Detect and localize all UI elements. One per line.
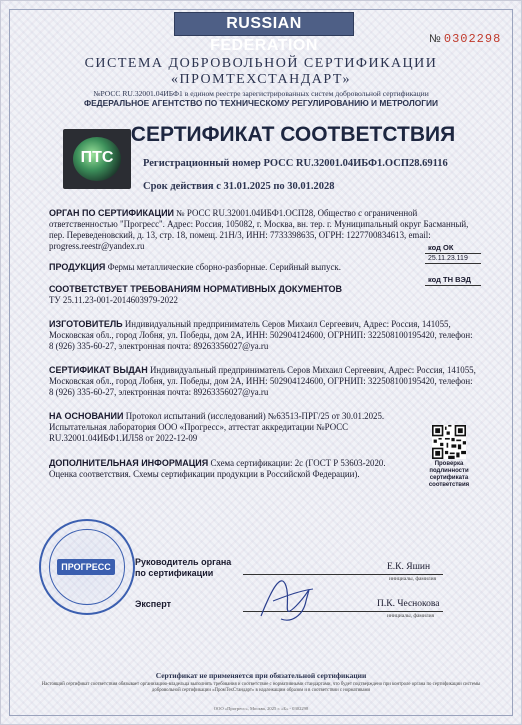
requirements-text: ТУ 25.11.23-001-2014603979-2022 (49, 295, 178, 305)
organ-label: ОРГАН ПО СЕРТИФИКАЦИИ (49, 208, 175, 218)
head-signature-label: Руководитель органа по сертификации (135, 557, 232, 578)
country-banner: RUSSIAN FEDERATION (174, 12, 354, 36)
registration-number: Регистрационный номер РОСС RU.32001.04ИБФ1.ОСП28.69116 (143, 158, 448, 169)
registry-line: №РОСС RU.32001.04ИБФ1 в едином реестре зарегистрированных систем добровольной сертификации (93, 89, 429, 98)
stamp-badge: ПРОГРЕСС (57, 559, 115, 575)
codes-table (425, 242, 481, 286)
requirements-section (49, 284, 419, 306)
footer-fine-print: Настоящий сертификат соответствия обязывает организацию-владельца выполнять требования и соответствие с нормативными стандартами, что будет подтверждено при контроле органа по сертификации системы добровольной сертификации «ПромТехСтандарт» в надлежащим образом и в соответствии с нормативами (41, 682, 481, 693)
extra-label: ДОПОЛНИТЕЛЬНАЯ ИНФОРМАЦИЯ (49, 458, 209, 468)
basis-text: Протокол испытаний (исследований) №63513-ПРГ/25 от 30.01.2025. Испытательная лаборатория ООО «Прогресс», аттестат аккредитации №РОСС RU.32001.04ИБФ1.ИЛ58 от 2022-12-09 (49, 411, 385, 443)
issued-text: Индивидуальный предприниматель Серов Михаил Сергеевич, Адрес: Россия, 141055, Московская обл., город Лобня, ул. Победы, дом 2А, ИНН: 502904124600, ОГРНИП: 322508100195420, телефон: 8 (926) 335-60-27, электронная почта: 89263356027@ya.ru (49, 365, 476, 397)
basis-section (49, 411, 401, 444)
validity-period: Срок действия с 31.01.2025 по 30.01.2028 (143, 181, 335, 192)
qr-code-icon[interactable] (432, 425, 466, 459)
organ-section (49, 208, 479, 252)
head-name: Е.К. Яшин (387, 562, 431, 572)
tnved-code-label: код ТН ВЭД (425, 274, 481, 286)
maker-label: ИЗГОТОВИТЕЛЬ (49, 319, 123, 329)
maker-text: Индивидуальный предприниматель Серов Михаил Сергеевич, Адрес: Россия, 141055, Московская обл., город Лобня, ул. Победы, дом 2А, ИНН: 502904124600, ОГРНИП: 322508100195420, телефон: 8 (926) 335-60-27, электронная почта: 89263356027@ya.ru (49, 319, 473, 351)
footer-note: Сертификат не применяется при обязательной сертификации (155, 671, 367, 680)
product-label: ПРОДУКЦИЯ (49, 262, 106, 272)
round-seal-stamp (39, 519, 135, 615)
organ-text: № РОСС RU.32001.04ИБФ1.ОСП28, Общество с ограниченной ответственностью "Прогресс". Адрес: Россия, 105082, г. Москва, вн. тер. г. Муниципальный округ Басманный, пер. Переведеновский, д. 13, стр. 18, помещ. 21Н/3, ИНН: 7733398635, ОГРН: 1227700834613, email: progress.reestr@yandex.ru (49, 208, 469, 251)
issued-label: СЕРТИФИКАТ ВЫДАН (49, 365, 148, 375)
agency-name: ФЕДЕРАЛЬНОЕ АГЕНТСТВО ПО ТЕХНИЧЕСКОМУ РЕГУЛИРОВАНИЮ И МЕТРОЛОГИИ (83, 98, 439, 108)
printer-line: ООО «Прогресс», Москва, 2025 г. «Б» - 0302298 (213, 706, 309, 711)
handwritten-signature-icon (251, 561, 321, 631)
system-name: «ПРОМТЕХСТАНДАРТ» (170, 72, 352, 87)
issued-section (49, 365, 479, 398)
extra-section (49, 458, 401, 480)
serial-number (429, 32, 501, 46)
basis-label: НА ОСНОВАНИИ (49, 411, 124, 421)
requirements-label: СООТВЕТСТВУЕТ ТРЕБОВАНИЯМ НОРМАТИВНЫХ ДОКУМЕНТОВ (49, 284, 342, 294)
expert-name-caption: инициалы, фамилия (387, 613, 435, 619)
product-section (49, 262, 419, 273)
expert-signature-label: Эксперт (135, 599, 172, 609)
qr-caption: Проверка подлинности сертификата соответствия (428, 461, 470, 488)
extra-text: Схема сертификации: 2с (ГОСТ Р 53603-2020. Оценка соответствия. Схемы сертификации продукции в Российской Федерации). (49, 458, 386, 479)
product-text: Фермы металлические сборно-разборные. Серийный выпуск. (107, 262, 341, 272)
head-name-caption: инициалы, фамилия (389, 576, 437, 582)
ok-code-value: 25.11.23.119 (425, 254, 481, 264)
serial-prefix: № (429, 33, 441, 45)
expert-name: П.К. Чеснокова (377, 599, 440, 609)
logo-text: ПТС (80, 149, 114, 166)
certificate-title: СЕРТИФИКАТ СООТВЕТСТВИЯ (130, 123, 456, 146)
maker-section (49, 319, 479, 352)
ok-code-label: код ОК (425, 242, 481, 254)
serial-value: 0302298 (443, 32, 502, 46)
system-title: СИСТЕМА ДОБРОВОЛЬНОЙ СЕРТИФИКАЦИИ (84, 56, 438, 71)
